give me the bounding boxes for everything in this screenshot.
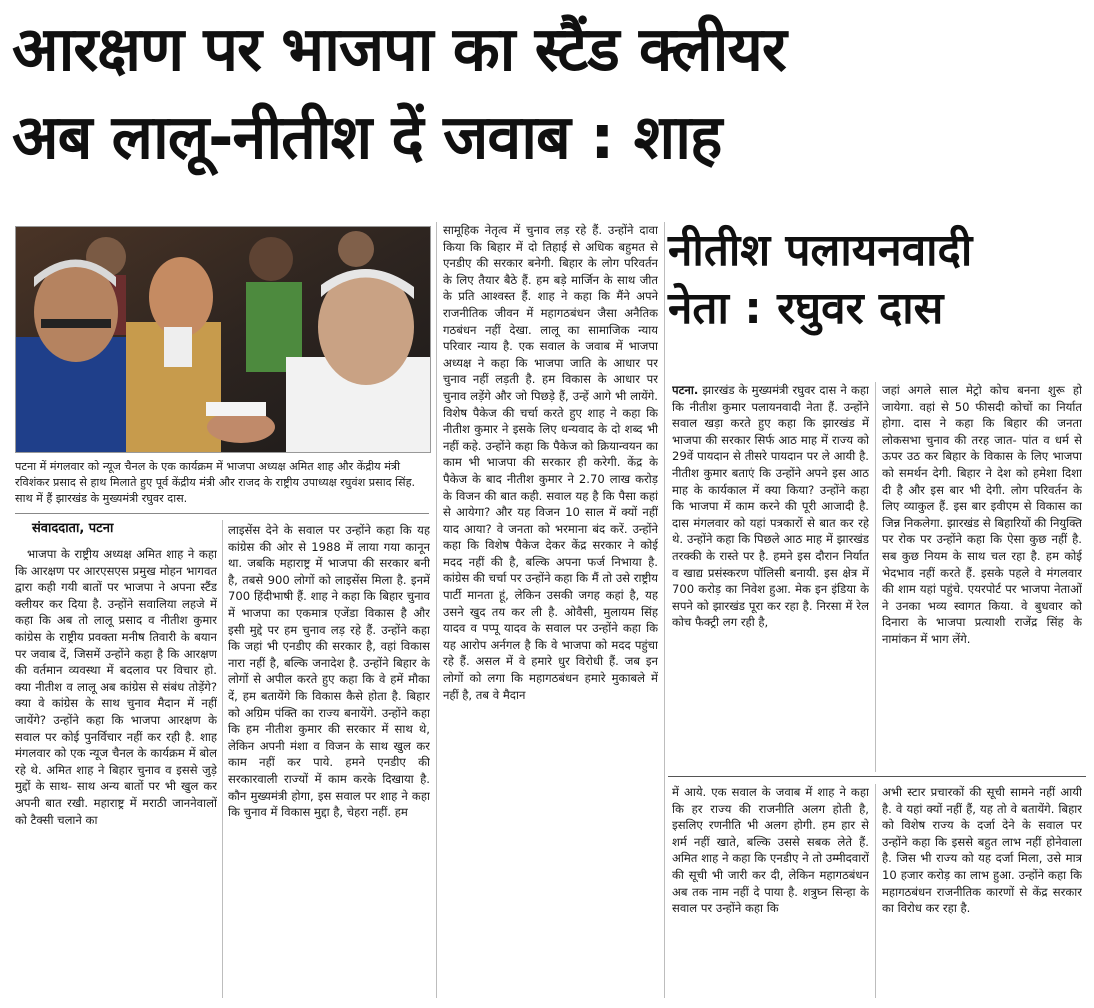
caption-divider <box>15 513 429 514</box>
story2-headline-line-2: नेता : रघुवर दास <box>668 283 944 334</box>
column-divider <box>664 222 665 998</box>
story2-dateline: पटना. <box>672 383 699 397</box>
story1-column-3-text: सामूहिक नेतृत्व में चुनाव लड़ रहे हैं. उन्होंने दावा किया कि बिहार में दो तिहाई से अधिक बहुमत से एनडीए की सरकार बनेगी. बिहार के लोग परिवर्तन के लिए तैयार बैठे हैं. हम बड़े मार्जिन के साथ जीत के प्रति आश्वस्त हैं. शाह ने कहा कि मैंने अपने राजनीतिक जीवन में महागठबंधन जैसा अनैतिक गठबंधन नहीं देखा. लालू का सामाजिक न्याय परिवार न्याय है. एक सवाल के जवाब में भाजपा अध्यक्ष ने कहा कि भाजपा जाति के आधार पर चुनाव नहीं लड़ती है. हम विकास के आधार पर चुनाव लड़ेंगे और जो पिछड़े हैं, उन्हें आगे भी लायेंगे. विशेष पैकेज की चर्चा करते हुए शाह ने कहा कि नीतीश कुमार ने इसके लिए धन्यवाद के दो शब्द भी नहीं कहे. उन्होंने कहा कि पैकेज को क्रियान्वयन का काम भी भाजपा की सरकार ही करेगी. केंद्र के पैकेज के बाद नीतीश कुमार ने 2.70 लाख करोड़ के विजन की बात कही. सवाल यह है कि पैसा कहां से आयेगा? और यह विजन 10 साल में क्यों नहीं याद आया? वे जनता को भरमाना बंद करें. उन्होंने कहा कि विशेष पैकेज देकर केंद्र सरकार ने कोई मदद नहीं की है, बल्कि अपना फर्ज निभाया है. कांग्रेस की चर्चा पर उन्होंने कहा कि मैं तो उसे राष्ट्रीय पार्टी मानता हूं, लेकिन उसकी जगह कहां है, यह उसने खुद तय कर ली है. ओवैसी, मुलायम सिंह यादव व पप्पू यादव के सवाल पर उन्होंने कहा कि यह आरोप अर्नगल है कि वे भाजपा को मदद पहुंचा रहे हैं. असल में वे हमारे धुर विरोधी हैं. जब इन लोगों को लगा कि महागठबंधन हमारे मुकाबले में नहीं है, तब वे मैदान <box>443 223 658 702</box>
photo-caption: पटना में मंगलवार को न्यूज चैनल के एक कार्यक्रम में भाजपा अध्यक्ष अमित शाह और केंद्रीय मंत्री रविशंकर प्रसाद से हाथ मिलाते हुए पूर्व केंद्रीय मंत्री और राजद के राष्ट्रीय उपाध्यक्ष रघुवंश प्रसाद सिंह. साथ में हैं झारखंड के मुख्यमंत्री रघुवर दास. <box>15 460 416 505</box>
story2-column-2-text: जहां अगले साल मेट्रो कोच बनना शुरू हो जायेगा. वहां से 50 फीसदी कोचों का निर्यात होगा. दास ने कहा कि बिहार की जनता लोकसभा चुनाव की तरह जात- पांत व धर्म से ऊपर उठ कर बिहार के विकास के लिए भाजपा को समर्थन देगी. बिहार ने देश को हमेशा दिशा दी है और इस बार भी देगी. लोग परिवर्तन के लिए व्याकुल हैं. इस बार इवीएम से विकास का जिन्न निकलेगा. झारखंड से बिहारियों की नियुक्ति पर रोक पर उन्होंने कहा कि ऐसा कुछ नहीं है. सब कुछ नियम के साथ चल रहा है. हम कोई भेदभाव नहीं करते हैं. इसके पहले वे मंगलवार की शाम यहां पहुंचे. एयरपोर्ट पर भाजपा नेताओं ने उनका भव्य स्वागत किया. वे बुधवार को दिनारा के भाजपा प्रत्याशी राजेंद्र सिंह के नामांकन में भाग लेंगे. <box>882 383 1082 646</box>
story1-column-3 <box>443 222 658 998</box>
story2-headline-line-1: नीतीश पलायनवादी <box>668 225 973 276</box>
story-divider <box>668 776 1086 777</box>
story1-column-5-text: अभी स्टार प्रचारकों की सूची सामने नहीं आयी है. वे यहां क्यों नहीं हैं, यह तो वे बतायेंगे. बिहार को विशेष राज्य के दर्जा देने के सवाल पर उन्होंने कहा कि इससे बहुत लाभ नहीं होनेवाला है. जिस भी राज्य को यह दर्जा मिला, उसे मात्र 10 हजार करोड़ का लाभ हुआ. उन्होंने कहा कि महागठबंधन राजनीतिक कारणों से केंद्र सरकार का विरोध कर रहा है. <box>882 785 1082 916</box>
news-photo <box>15 226 431 453</box>
story2-column-1-paragraph <box>672 382 869 631</box>
story2-column-1 <box>672 382 869 772</box>
main-headline-line-2: अब लालू-नीतीश दें जवाब : शाह <box>12 102 722 173</box>
story1-column-2 <box>228 522 430 998</box>
photo-illustration <box>16 227 430 452</box>
story2-headline <box>668 222 1088 338</box>
story2-column-1-text: झारखंड के मुख्यमंत्री रघुवर दास ने कहा कि नीतीश कुमार पलायनवादी नेता हैं. उन्होंने सवाल खड़ा करते हुए कहा कि झारखंड में भाजपा की सरकार सिर्फ आठ माह में राज्य को 29वें पायदान से तीसरे पायदान पर ले आयी है. नीतीश कुमार बताएं कि उन्होंने अपने इस आठ माह के कार्यकाल में क्या किया? उन्होंने कहा कि भाजपा में काम करने की पूरी आजादी है. दास मंगलवार को यहां पत्रकारों से बात कर रहे थे. उन्होंने कहा कि पिछले आठ माह में झारखंड तरक्की के रास्ते पर है. हमने इस दौरान निर्यात व खाद्य प्रसंस्करण पॉलिसी बनायी. इस क्षेत्र में 700 करोड़ का निवेश हुआ. मेक इन इंडिया के सपने को झारखंड पूरा कर रहा है. निरसा में रेल कोच फैक्ट्री लग रही है, <box>672 383 869 630</box>
story1-column-5 <box>882 784 1082 998</box>
story1-column-2-text: लाइसेंस देने के सवाल पर उन्होंने कहा कि यह कांग्रेस की ओर से 1988 में लाया गया कानून था. जबकि महाराष्ट्र में भाजपा की सरकार बनी है, तबसे 900 लोगों को लाइसेंस मिला है. इनमें 700 हिंदीभाषी हैं. शाह ने कहा कि बिहार चुनाव में भाजपा का एकमात्र एजेंडा विकास है और इसी मुद्दे पर हम चुनाव लड़ रहे हैं. उन्होंने कहा कि जहां भी एनडीए की सरकार है, वहां विकास नारा नहीं है, बल्कि जनादेश है. उन्होंने बिहार के लोगों से अपील करते हुए कहा कि वे हमें मौका दें, हम बतायेंगे कि विकास कैसे होता है. बिहार को अग्रिम पंक्ति का राज्य बनायेंगे. उन्होंने कहा कि हम नीतीश कुमार की सरकार में साथ थे, लेकिन अपनी मंशा व विजन के साथ खुल कर काम नहीं कर पाये. हमने एनडीए की सरकारवाली राज्यों में काम करके दिखाया है. कौन मुख्यमंत्री होगा, इस सवाल पर शाह ने कहा कि चुनाव में विकास मुद्दा है, चेहरा नहीं. हम <box>228 523 430 820</box>
story1-column-1 <box>15 546 217 998</box>
main-headline <box>12 6 1087 182</box>
story2-column-2 <box>882 382 1082 772</box>
main-headline-line-1: आरक्षण पर भाजपा का स्टैंड क्लीयर <box>12 14 786 85</box>
story1-column-4-text: में आये. एक सवाल के जवाब में शाह ने कहा कि हर राज्य की राजनीति अलग होती है, इसलिए रणनीति भी अलग होगी. हम हार से शर्म नहीं खाते, बल्कि उससे सबक लेते हैं. अमित शाह ने कहा कि एनडीए ने तो उम्मीदवारों की सूची भी जारी कर दी, लेकिन महागठबंधन अब तक नाम नहीं दे पाया है. शत्रुघ्न सिन्हा के सवाल पर उन्होंने कहा कि <box>672 785 869 916</box>
column-divider <box>436 222 437 998</box>
column-divider <box>875 382 876 772</box>
column-divider <box>875 784 876 998</box>
story1-column-4 <box>672 784 869 998</box>
column-divider <box>222 520 223 998</box>
story1-column-1-text: भाजपा के राष्ट्रीय अध्यक्ष अमित शाह ने कहा कि आरक्षण पर आरएसएस प्रमुख मोहन भागवत द्वारा कही गयी बातों पर भाजपा ने अपना स्टैंड क्लीयर कर दिया है. उन्होंने सवालिया लहजे में कहा कि अब तो लालू प्रसाद व नीतीश कुमार कांग्रेस के राष्ट्रीय प्रवक्ता मनीष तिवारी के बयान पर जवाब दें, जिसमें उन्होंने कहा है कि आरक्षण की वर्तमान व्यवस्था में बदलाव पर विचार हो. क्या नीतीश व लालू अब कांग्रेस से संबंध तोड़ेंगे? क्या वे कांग्रेस के साथ चुनाव मैदान में नहीं जायेंगे? उन्होंने कहा कि भाजपा आरक्षण के सवाल पर कोई पुनर्विचार नहीं कर रही है. शाह मंगलवार को एक न्यूज चैनल के कार्यक्रम में बोल रहे थे. अमित शाह ने बिहार चुनाव व इससे जुड़े मुद्दों के साथ- साथ अन्य बातों पर भी खुल कर अपनी बात रखी. महाराष्ट्र में मराठी जाननेवालों को टैक्सी चलाने का <box>15 547 217 827</box>
byline: संवाददाता, पटना <box>32 521 114 536</box>
